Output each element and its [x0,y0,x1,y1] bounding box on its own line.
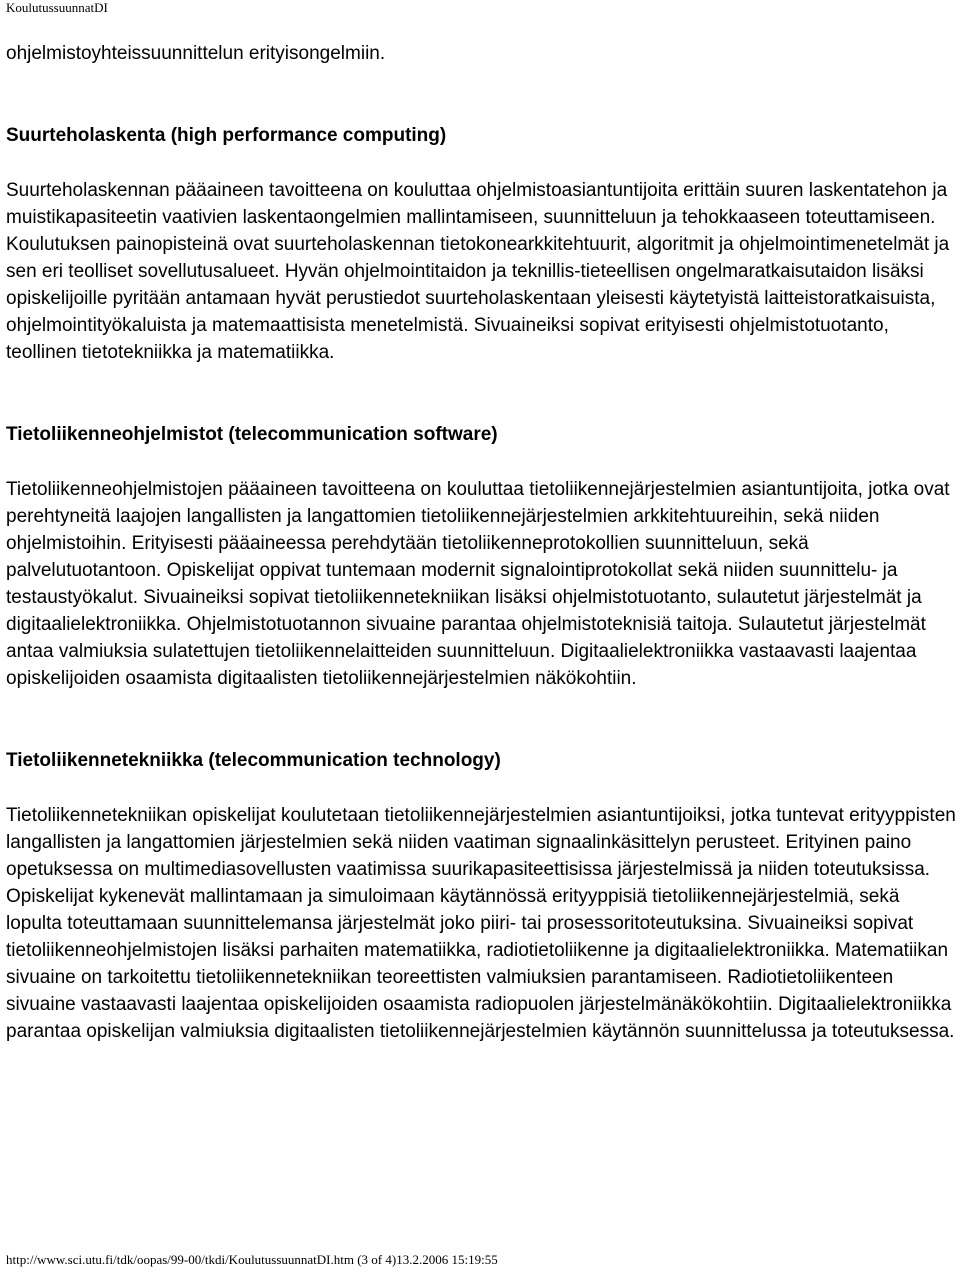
section-body-tietoliikenneohjelmistot: Tietoliikenneohjelmistojen pääaineen tavoitteena on kouluttaa tietoliikennejärjestelmien asiantuntijoita, jotka ovat perehtyneitä laajojen langallisten ja langattomien tietoliikennejärjestelmien arkkitehtuureihin, sekä niiden ohjelmistoihin. Erityisesti pääaineessa perehdytään tietoliikenneprotokollien suunnitteluun, sekä palvelutuotantoon. Opiskelijat oppivat tuntemaan modernit signalointiprotokollat sekä niiden suunnittelu- ja testaustyökalut. Sivuaineiksi sopivat tietoliikennetekniikan lisäksi ohjelmistotuotanto, sulautetut järjestelmät ja digitaalielektroniikka. Ohjelmistotuotannon sivuaine parantaa ohjelmistoteknisiä taitoja. Sulautetut järjestelmät antaa valmiuksia sulatettujen tietoliikennelaitteiden suunnitteluun. Digitaalielektroniikka vastaavasti laajentaa opiskelijoiden osaamista digitaalisten tietoliikennejärjestelmien näkökohtiin. [6,479,950,689]
section-heading-suurteholaskenta: Suurteholaskenta (high performance computing) [6,125,447,146]
intro-paragraph-tail: ohjelmistoyhteissuunnittelun erityisongelmiin. [6,43,386,64]
page-header-title: KoulutussuunnatDI [6,0,108,15]
document-body [6,40,958,1045]
page-footer-url: http://www.sci.utu.fi/tdk/oopas/99-00/tkdi/KoulutussuunnatDI.htm (3 of 4)13.2.2006 15:19:55 [6,1252,498,1267]
section-heading-tietoliikenneohjelmistot: Tietoliikenneohjelmistot (telecommunication software) [6,424,498,445]
section-body-suurteholaskenta: Suurteholaskennan pääaineen tavoitteena on kouluttaa ohjelmistoasiantuntijoita erittäin suuren laskentatehon ja muistikapasiteetin vaativien laskentaongelmien mallintamiseen, suunnitteluun ja tehokkaaseen toteuttamiseen. Koulutuksen painopisteinä ovat suurteholaskennan tietokonearkkitehtuurit, algoritmit ja ohjelmointimenetelmät ja sen eri teolliset sovellutusalueet. Hyvän ohjelmointitaidon ja teknillis-tieteellisen ongelmaratkaisutaidon lisäksi opiskelijoille pyritään antamaan hyvät perustiedot suurteholaskentaan yleisesti käytetyistä laitteistoratkaisuista, ohjelmointityökaluista ja matemaattisista menetelmistä. Sivuaineiksi sopivat erityisesti ohjelmistotuotanto, teollinen tietotekniikka ja matematiikka. [6,180,950,363]
section-heading-tietoliikennetekniikka: Tietoliikennetekniikka (telecommunication technology) [6,750,501,771]
section-body-tietoliikennetekniikka: Tietoliikennetekniikan opiskelijat koulutetaan tietoliikennejärjestelmien asiantuntijoiksi, jotka tuntevat erityyppisten langallisten ja langattomien järjestelmien sekä niiden vaatiman signaalinkäsittelyn perusteet. Erityinen paino opetuksessa on multimediasovellusten vaatimissa suurikapasiteettisissa järjestelmissä ja niiden toteutuksissa. Opiskelijat kykenevät mallintamaan ja simuloimaan käytännössä erityyppisiä tietoliikennejärjestelmiä, sekä lopulta toteuttamaan suunnittelemansa järjestelmät joko piiri- tai prosessoritoteutuksina. Sivuaineiksi sopivat tietoliikenneohjelmistojen lisäksi parhaiten matematiikka, radiotietoliikenne ja digitaalielektroniikka. Matematiikan sivuaine on tarkoitettu tietoliikennetekniikan teoreettisten valmiuksien parantamiseen. Radiotietoliikenteen sivuaine vastaavasti laajentaa opiskelijoiden osaamista radiopuolen järjestelmänäkökohtiin. Digitaalielektroniikka parantaa opiskelijan valmiuksia digitaalisten tietoliikennejärjestelmien käytännön suunnittelussa ja toteutuksessa. [6,805,956,1042]
